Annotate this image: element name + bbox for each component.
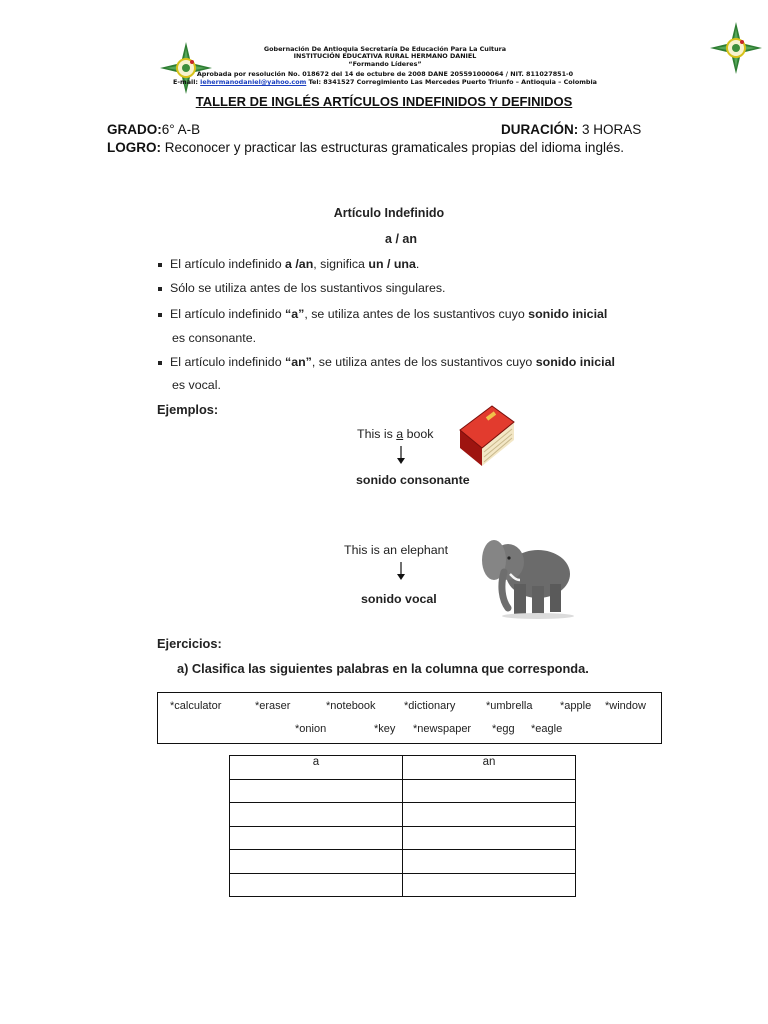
grado-line: GRADO:6° A-B: [107, 122, 201, 137]
answer-cell[interactable]: [403, 850, 576, 874]
email-prefix: E-mail:: [173, 78, 201, 86]
table-row: [230, 779, 576, 803]
exercise-instruction: a) Clasifica las siguientes palabras en la columna que corresponda.: [177, 661, 589, 676]
elephant-illustration-icon: [478, 528, 578, 620]
section-subheading: a / an: [385, 232, 417, 246]
word-item: *eagle: [531, 723, 563, 735]
header-line-3: “Formando Líderes”: [348, 60, 422, 68]
bullet-4-continuation: es vocal.: [172, 378, 221, 392]
answer-cell[interactable]: [230, 873, 403, 897]
header-line-4: Aprobada por resolución No. 018672 del 14 de octubre de 2008 DANE 205591000064 / NIT. 811027851-0: [196, 70, 574, 78]
word-item: *onion: [295, 723, 327, 735]
word-item: *newspaper: [413, 723, 472, 735]
example-elephant-sentence: This is an elephant: [344, 543, 449, 557]
word-item: *umbrella: [486, 700, 533, 712]
table-row: [230, 803, 576, 827]
header-line-5: [150, 79, 620, 87]
word-item: *window: [605, 700, 646, 712]
header-line-2: INSTITUCIÓN EDUCATIVA RURAL HERMANO DANIEL: [293, 52, 477, 60]
down-arrow-icon: [395, 445, 407, 465]
answer-cell[interactable]: [230, 826, 403, 850]
answer-cell[interactable]: [403, 779, 576, 803]
examples-label: Ejemplos:: [157, 402, 219, 417]
section-heading: Artículo Indefinido: [333, 206, 445, 220]
word-item: *apple: [560, 700, 592, 712]
bullet-2: Sólo se utiliza antes de los sustantivos singulares.: [158, 281, 446, 295]
table-row: [230, 873, 576, 897]
classification-table: [229, 755, 576, 897]
worksheet-title: TALLER DE INGLÉS ARTÍCULOS INDEFINIDOS Y DEFINIDOS: [195, 94, 573, 109]
example-book-sound: sonido consonante: [356, 473, 470, 487]
column-header-an: an: [403, 756, 576, 780]
column-header-a: a: [230, 756, 403, 780]
word-item: *key: [374, 723, 396, 735]
email-link[interactable]: iehermanodaniel@yahoo.com: [200, 78, 307, 86]
bullet-1: El artículo indefinido a /an, significa un / una.: [158, 257, 419, 271]
duracion-line: DURACIÓN: 3 HORAS: [501, 122, 642, 137]
word-item: *calculator: [170, 700, 222, 712]
contact-info: Tel: 8341527 Corregimiento Las Mercedes Puerto Triunfo – Antioquia – Colombia: [306, 78, 597, 86]
table-row: [230, 826, 576, 850]
institution-logo-right: [708, 20, 764, 76]
down-arrow-icon: [395, 561, 407, 581]
answer-cell[interactable]: [230, 803, 403, 827]
example-elephant-sound: sonido vocal: [361, 592, 437, 606]
bullet-3: El artículo indefinido “a”, se utiliza antes de los sustantivos cuyo sonido inicial: [158, 307, 607, 321]
answer-cell[interactable]: [230, 850, 403, 874]
exercises-label: Ejercicios:: [157, 636, 222, 651]
answer-cell[interactable]: [403, 873, 576, 897]
word-item: *dictionary: [404, 700, 456, 712]
bullet-3-continuation: es consonante.: [172, 331, 257, 345]
answer-cell[interactable]: [230, 779, 403, 803]
word-item: *notebook: [326, 700, 376, 712]
word-item: *eraser: [255, 700, 291, 712]
word-item: *egg: [492, 723, 515, 735]
book-illustration-icon: [452, 400, 518, 470]
table-row: [230, 850, 576, 874]
word-bank-box: [157, 692, 662, 744]
answer-cell[interactable]: [403, 826, 576, 850]
table-header-row: [230, 756, 576, 780]
example-book-sentence: This is a book: [357, 427, 434, 441]
answer-cell[interactable]: [403, 803, 576, 827]
header-line-1: Gobernación De Antioquia Secretaría De Educación Para La Cultura: [263, 45, 507, 53]
logro-line: LOGRO: Reconocer y practicar las estructuras gramaticales propias del idioma inglés.: [107, 140, 624, 155]
bullet-4: El artículo indefinido “an”, se utiliza antes de los sustantivos cuyo sonido inicial: [158, 355, 615, 369]
